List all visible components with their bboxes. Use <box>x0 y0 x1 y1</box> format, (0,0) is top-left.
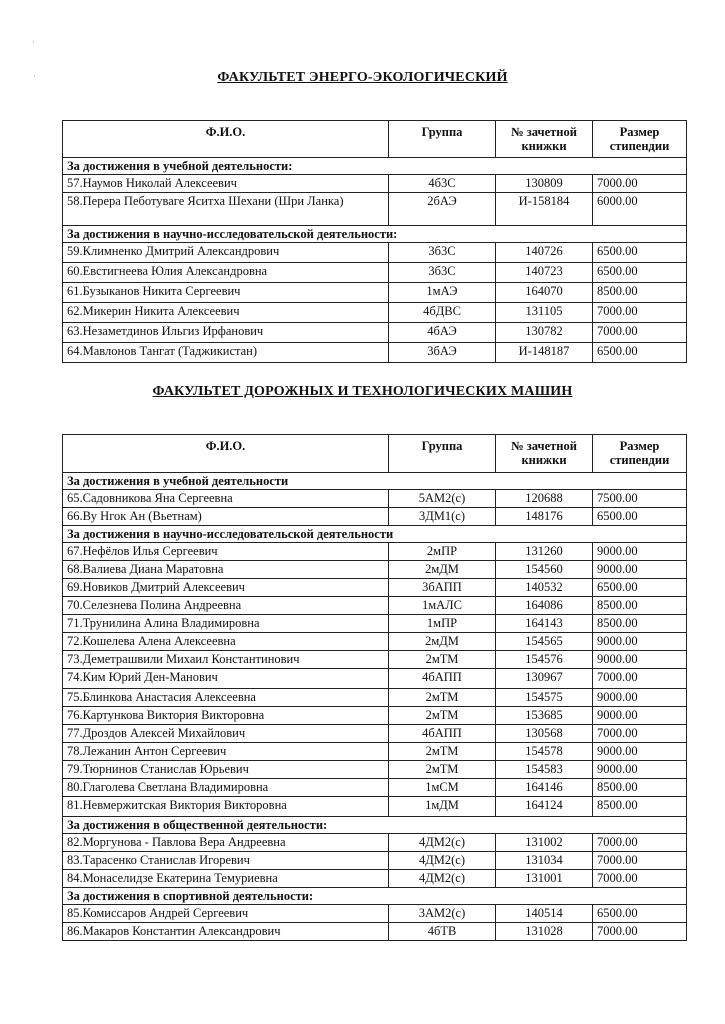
student-group: 3бАЭ <box>389 343 496 363</box>
table-row <box>63 561 687 579</box>
student-group: 2мПР <box>389 543 496 561</box>
student-name: 68.Валиева Диана Маратовна <box>63 561 389 579</box>
section-row <box>63 158 687 175</box>
faculty1-table <box>62 120 687 363</box>
header-name: Ф.И.О. <box>63 121 389 158</box>
stipend-amount: 6500.00 <box>593 263 687 283</box>
table-row <box>63 175 687 193</box>
student-name: 67.Нефёлов Илья Сергеевич <box>63 543 389 561</box>
table-row <box>63 797 687 817</box>
student-group: 4бДВС <box>389 303 496 323</box>
stipend-amount: 7000.00 <box>593 852 687 870</box>
student-group: 4бАПП <box>389 669 496 689</box>
student-name: 76.Картункова Виктория Викторовна <box>63 707 389 725</box>
record-book-number: 164146 <box>496 779 593 797</box>
stipend-amount: 9000.00 <box>593 707 687 725</box>
record-book-number: 154565 <box>496 633 593 651</box>
student-group: 4ДМ2(с) <box>389 834 496 852</box>
section-label: За достижения в научно-исследовательской деятельности: <box>63 226 687 243</box>
stipend-amount: 7000.00 <box>593 303 687 323</box>
student-group: 2мДМ <box>389 633 496 651</box>
table-row <box>63 323 687 343</box>
record-book-number: 164124 <box>496 797 593 817</box>
record-book-number: 153685 <box>496 707 593 725</box>
stipend-amount: 6500.00 <box>593 343 687 363</box>
student-name: 72.Кошелева Алена Алексеевна <box>63 633 389 651</box>
student-name: 77.Дроздов Алексей Михайлович <box>63 725 389 743</box>
table-row <box>63 615 687 633</box>
record-book-number: 131260 <box>496 543 593 561</box>
table-row <box>63 689 687 707</box>
section-row <box>63 888 687 905</box>
student-name: 69.Новиков Дмитрий Алексеевич <box>63 579 389 597</box>
stipend-amount: 9000.00 <box>593 633 687 651</box>
student-group: 2бАЭ <box>389 193 496 226</box>
student-name: 73.Деметрашвили Михаил Константинович <box>63 651 389 669</box>
record-book-number: 148176 <box>496 508 593 526</box>
header-name: Ф.И.О. <box>63 435 389 473</box>
table-row <box>63 597 687 615</box>
section-label: За достижения в научно-исследовательской деятельности <box>63 526 687 543</box>
student-group: 2мТМ <box>389 761 496 779</box>
student-group: 3бАПП <box>389 579 496 597</box>
section-row <box>63 526 687 543</box>
stipend-amount: 9000.00 <box>593 689 687 707</box>
section-row <box>63 817 687 834</box>
table-row <box>63 779 687 797</box>
table-row <box>63 283 687 303</box>
stipend-amount: 6000.00 <box>593 193 687 226</box>
student-group: 1мПР <box>389 615 496 633</box>
table-row <box>63 579 687 597</box>
student-group: 3ДМ1(с) <box>389 508 496 526</box>
table-row <box>63 263 687 283</box>
stipend-amount: 7000.00 <box>593 725 687 743</box>
student-group: 3б3С <box>389 243 496 263</box>
table-row <box>63 852 687 870</box>
stipend-amount: 9000.00 <box>593 543 687 561</box>
table-header-row <box>63 121 687 158</box>
student-name: 86.Макаров Константин Александрович <box>63 923 389 941</box>
table-row <box>63 725 687 743</box>
stipend-amount: 9000.00 <box>593 651 687 669</box>
table-row <box>63 651 687 669</box>
stipend-amount: 9000.00 <box>593 743 687 761</box>
stipend-amount: 7000.00 <box>593 323 687 343</box>
record-book-number: И-158184 <box>496 193 593 226</box>
table-row <box>63 303 687 323</box>
scan-speck: · <box>32 38 35 47</box>
header-amount: Размер стипендии <box>593 121 687 158</box>
student-group: 2мТМ <box>389 743 496 761</box>
section-label: За достижения в учебной деятельности <box>63 473 687 490</box>
record-book-number: 164143 <box>496 615 593 633</box>
student-name: 81.Невмержитская Виктория Викторовна <box>63 797 389 817</box>
record-book-number: 130568 <box>496 725 593 743</box>
table-row <box>63 870 687 888</box>
student-group: 5АМ2(с) <box>389 490 496 508</box>
record-book-number: 154578 <box>496 743 593 761</box>
table-row <box>63 834 687 852</box>
student-group: 1мСМ <box>389 779 496 797</box>
student-name: 84.Монаселидзе Екатерина Темуриевна <box>63 870 389 888</box>
record-book-number: 131001 <box>496 870 593 888</box>
student-name: 64.Мавлонов Тангат (Таджикистан) <box>63 343 389 363</box>
student-name: 83.Тарасенко Станислав Игоревич <box>63 852 389 870</box>
student-group: 1мАЛС <box>389 597 496 615</box>
student-name: 75.Блинкова Анастасия Алексеевна <box>63 689 389 707</box>
faculty1-title: ФАКУЛЬТЕТ ЭНЕРГО-ЭКОЛОГИЧЕСКИЙ <box>217 70 508 85</box>
table-row <box>63 343 687 363</box>
record-book-number: 131034 <box>496 852 593 870</box>
table-row <box>63 508 687 526</box>
student-group: 1мАЭ <box>389 283 496 303</box>
stipend-amount: 9000.00 <box>593 561 687 579</box>
stipend-amount: 9000.00 <box>593 761 687 779</box>
student-group: 4ДМ2(с) <box>389 870 496 888</box>
student-group: 1мДМ <box>389 797 496 817</box>
scan-speck: · <box>33 72 36 81</box>
student-group: 4ДМ2(с) <box>389 852 496 870</box>
stipend-amount: 7000.00 <box>593 870 687 888</box>
table-row <box>63 633 687 651</box>
student-name: 85.Комиссаров Андрей Сергеевич <box>63 905 389 923</box>
stipend-amount: 8500.00 <box>593 615 687 633</box>
student-name: 59.Климненко Дмитрий Александрович <box>63 243 389 263</box>
table-row <box>63 243 687 263</box>
student-name: 71.Трунилина Алина Владимировна <box>63 615 389 633</box>
stipend-amount: 8500.00 <box>593 283 687 303</box>
table-row <box>63 543 687 561</box>
student-group: 4бТВ <box>389 923 496 941</box>
record-book-number: 131002 <box>496 834 593 852</box>
student-name: 60.Евстигнеева Юлия Александровна <box>63 263 389 283</box>
student-group: 4бАЭ <box>389 323 496 343</box>
stipend-amount: 7000.00 <box>593 923 687 941</box>
table-row <box>63 490 687 508</box>
stipend-amount: 8500.00 <box>593 779 687 797</box>
student-name: 57.Наумов Николай Алексеевич <box>63 175 389 193</box>
student-group: 2мТМ <box>389 689 496 707</box>
header-amount: Размер стипендии <box>593 435 687 473</box>
student-group: 3б3С <box>389 263 496 283</box>
student-name: 74.Ким Юрий Ден-Манович <box>63 669 389 689</box>
student-name: 82.Моргунова - Павлова Вера Андреевна <box>63 834 389 852</box>
record-book-number: 164070 <box>496 283 593 303</box>
student-name: 66.Ву Нгок Ан (Вьетнам) <box>63 508 389 526</box>
header-group: Группа <box>389 121 496 158</box>
table-row <box>63 707 687 725</box>
student-group: 2мДМ <box>389 561 496 579</box>
record-book-number: 154560 <box>496 561 593 579</box>
stipend-amount: 7000.00 <box>593 834 687 852</box>
table-row <box>63 743 687 761</box>
stipend-amount: 6500.00 <box>593 243 687 263</box>
table-row <box>63 193 687 226</box>
stipend-amount: 8500.00 <box>593 797 687 817</box>
record-book-number: И-148187 <box>496 343 593 363</box>
student-name: 62.Микерин Никита Алексеевич <box>63 303 389 323</box>
student-name: 65.Садовникова Яна Сергеевна <box>63 490 389 508</box>
faculty2-title: ФАКУЛЬТЕТ ДОРОЖНЫХ И ТЕХНОЛОГИЧЕСКИХ МАШИН <box>152 384 573 399</box>
record-book-number: 154576 <box>496 651 593 669</box>
stipend-amount: 7500.00 <box>593 490 687 508</box>
table-header-row <box>63 435 687 473</box>
record-book-number: 154583 <box>496 761 593 779</box>
record-book-number: 120688 <box>496 490 593 508</box>
record-book-number: 130782 <box>496 323 593 343</box>
student-name: 78.Лежанин Антон Сергеевич <box>63 743 389 761</box>
section-label: За достижения в общественной деятельности: <box>63 817 687 834</box>
student-name: 58.Перера Пеботуваге Яситха Шехани (Шри Ланка) <box>63 193 389 226</box>
stipend-amount: 6500.00 <box>593 905 687 923</box>
header-book: № зачетной книжки <box>496 435 593 473</box>
table-row <box>63 905 687 923</box>
section-row <box>63 473 687 490</box>
record-book-number: 131105 <box>496 303 593 323</box>
student-group: 2мТМ <box>389 651 496 669</box>
record-book-number: 154575 <box>496 689 593 707</box>
student-name: 70.Селезнева Полина Андреевна <box>63 597 389 615</box>
record-book-number: 131028 <box>496 923 593 941</box>
table-row <box>63 923 687 941</box>
student-name: 63.Незаметдинов Ильгиз Ирфанович <box>63 323 389 343</box>
student-name: 80.Глаголева Светлана Владимировна <box>63 779 389 797</box>
section-label: За достижения в спортивной деятельности: <box>63 888 687 905</box>
student-group: 3АМ2(с) <box>389 905 496 923</box>
record-book-number: 140514 <box>496 905 593 923</box>
stipend-amount: 7000.00 <box>593 669 687 689</box>
table-row <box>63 761 687 779</box>
record-book-number: 164086 <box>496 597 593 615</box>
faculty2-table <box>62 434 687 941</box>
stipend-amount: 7000.00 <box>593 175 687 193</box>
section-label: За достижения в учебной деятельности: <box>63 158 687 175</box>
student-name: 79.Тюрнинов Станислав Юрьевич <box>63 761 389 779</box>
student-group: 4бАПП <box>389 725 496 743</box>
stipend-amount: 6500.00 <box>593 579 687 597</box>
stipend-amount: 8500.00 <box>593 597 687 615</box>
record-book-number: 130967 <box>496 669 593 689</box>
section-row <box>63 226 687 243</box>
header-group: Группа <box>389 435 496 473</box>
record-book-number: 140532 <box>496 579 593 597</box>
student-name: 61.Бузыканов Никита Сергеевич <box>63 283 389 303</box>
header-book: № зачетной книжки <box>496 121 593 158</box>
student-group: 2мТМ <box>389 707 496 725</box>
record-book-number: 140723 <box>496 263 593 283</box>
record-book-number: 140726 <box>496 243 593 263</box>
student-group: 4б3С <box>389 175 496 193</box>
table-row <box>63 669 687 689</box>
stipend-amount: 6500.00 <box>593 508 687 526</box>
record-book-number: 130809 <box>496 175 593 193</box>
